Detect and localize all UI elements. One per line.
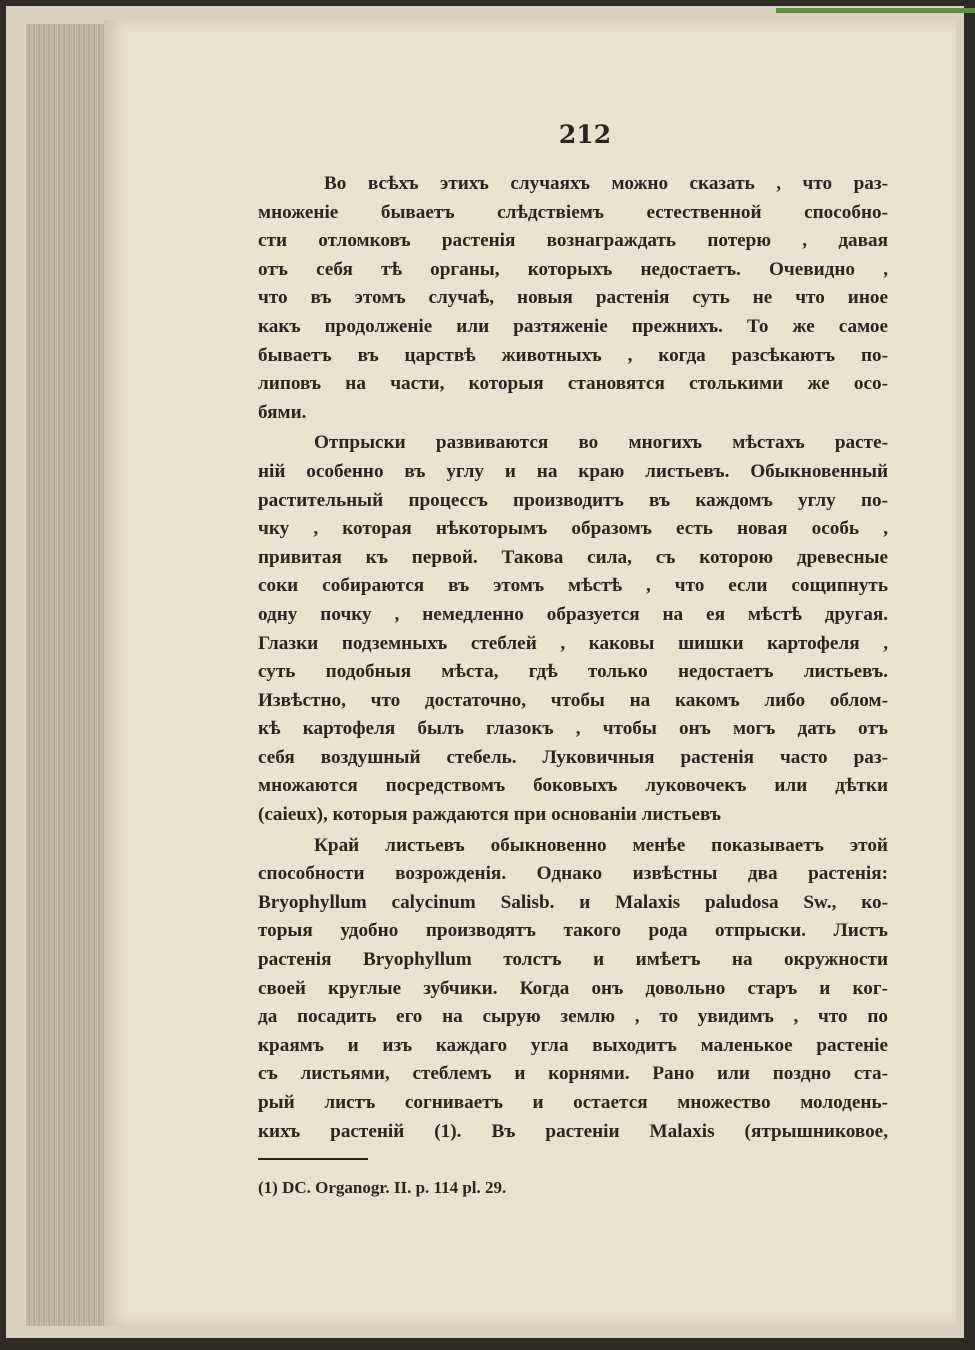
footnote-rule bbox=[258, 1158, 368, 1160]
text-line: Край листьевъ обыкновенно менѣе показываетъ этой bbox=[314, 834, 888, 856]
body-text bbox=[258, 170, 888, 1146]
text-line: (caieux), которыя раждаются при основаніи листьевъ bbox=[258, 804, 722, 826]
text-line: своей круглые зубчики. Когда онъ довольно старъ и ког- bbox=[258, 977, 888, 999]
text-line: какъ продолженіе или разтяженіе прежнихъ. То же самое bbox=[258, 315, 888, 337]
text-line: растенія Bryophyllum толстъ и имѣетъ на окружности bbox=[258, 949, 888, 971]
paragraph-2 bbox=[258, 429, 888, 829]
text-line: растительный процессъ производитъ въ каждомъ углу по- bbox=[258, 489, 888, 511]
text-line: сти отломковъ растенія вознаграждать потерю , давая bbox=[258, 230, 888, 252]
text-line: суть подобныя мѣста, гдѣ только недостаетъ листьевъ. bbox=[258, 661, 888, 683]
scan-edge-mark bbox=[776, 8, 975, 13]
text-line: бями. bbox=[258, 401, 307, 423]
text-line: Глазки подземныхъ стеблей , каковы шишки картофеля , bbox=[258, 632, 888, 654]
text-line: торыя удобно производятъ такого рода отпрыски. Листъ bbox=[258, 920, 888, 942]
text-line: краямъ и изъ каждаго угла выходитъ маленькое растеніе bbox=[258, 1034, 888, 1056]
text-line: одну почку , немедленно образуется на ея мѣстѣ другая. bbox=[258, 603, 888, 625]
text-line: съ листьями, стеблемъ и корнями. Рано или поздно ста- bbox=[258, 1063, 888, 1085]
text-line: что въ этомъ случаѣ, новыя растенія суть не что иное bbox=[258, 287, 888, 309]
text-line: привитая къ первой. Такова сила, съ которою древесные bbox=[258, 546, 888, 568]
text-line: чку , которая нѣкоторымъ образомъ есть новая особь , bbox=[258, 518, 888, 540]
text-line: множаются посредствомъ боковыхъ луковочекъ или дѣтки bbox=[258, 775, 888, 797]
text-line: множеніе бываетъ слѣдствіемъ естественной способно- bbox=[258, 201, 888, 223]
text-line: кихъ растеній (1). Въ растеніи Malaxis (ятрышниковое, bbox=[258, 1120, 888, 1142]
text-line: соки собираются въ этомъ мѣстѣ , что если сощипнуть bbox=[258, 575, 888, 597]
paragraph-1 bbox=[258, 170, 888, 427]
text-line: бываетъ въ царствѣ животныхъ , когда разсѣкаютъ по- bbox=[258, 344, 888, 366]
footnote: (1) DC. Organogr. II. p. 114 pl. 29. bbox=[258, 1178, 507, 1197]
text-line: да посадить его на сырую землю , то увидимъ , что по bbox=[258, 1006, 888, 1028]
text-line: Отпрыски развиваются во многихъ мѣстахъ расте- bbox=[314, 432, 888, 454]
paragraph-3 bbox=[258, 832, 888, 1147]
text-line: рый листъ согниваетъ и остается множество молодень- bbox=[258, 1092, 888, 1113]
text-line: Bryophyllum calycinum Salisb. и Malaxis paludosa Sw., ко- bbox=[258, 891, 888, 913]
text-line: отъ себя тѣ органы, которыхъ недостаетъ. Очевидно , bbox=[258, 258, 888, 280]
text-line: кѣ картофеля былъ глазокъ , чтобы онъ могъ дать отъ bbox=[258, 718, 888, 740]
text-line: липовъ на части, которыя становятся столькими же осо- bbox=[258, 373, 888, 395]
text-line: способности возрожденія. Однако извѣстны два растенія: bbox=[258, 863, 888, 885]
page-number: 212 bbox=[558, 120, 612, 149]
text-line: ній особенно въ углу и на краю листьевъ. Обыкновенный bbox=[258, 460, 888, 482]
text-line: себя воздушный стебель. Луковичныя растенія часто раз- bbox=[258, 746, 888, 768]
text-line: Во всѣхъ этихъ случаяхъ можно сказать , что раз- bbox=[324, 173, 888, 194]
text-line: Извѣстно, что достаточно, чтобы на какомъ либо облом- bbox=[258, 689, 888, 711]
